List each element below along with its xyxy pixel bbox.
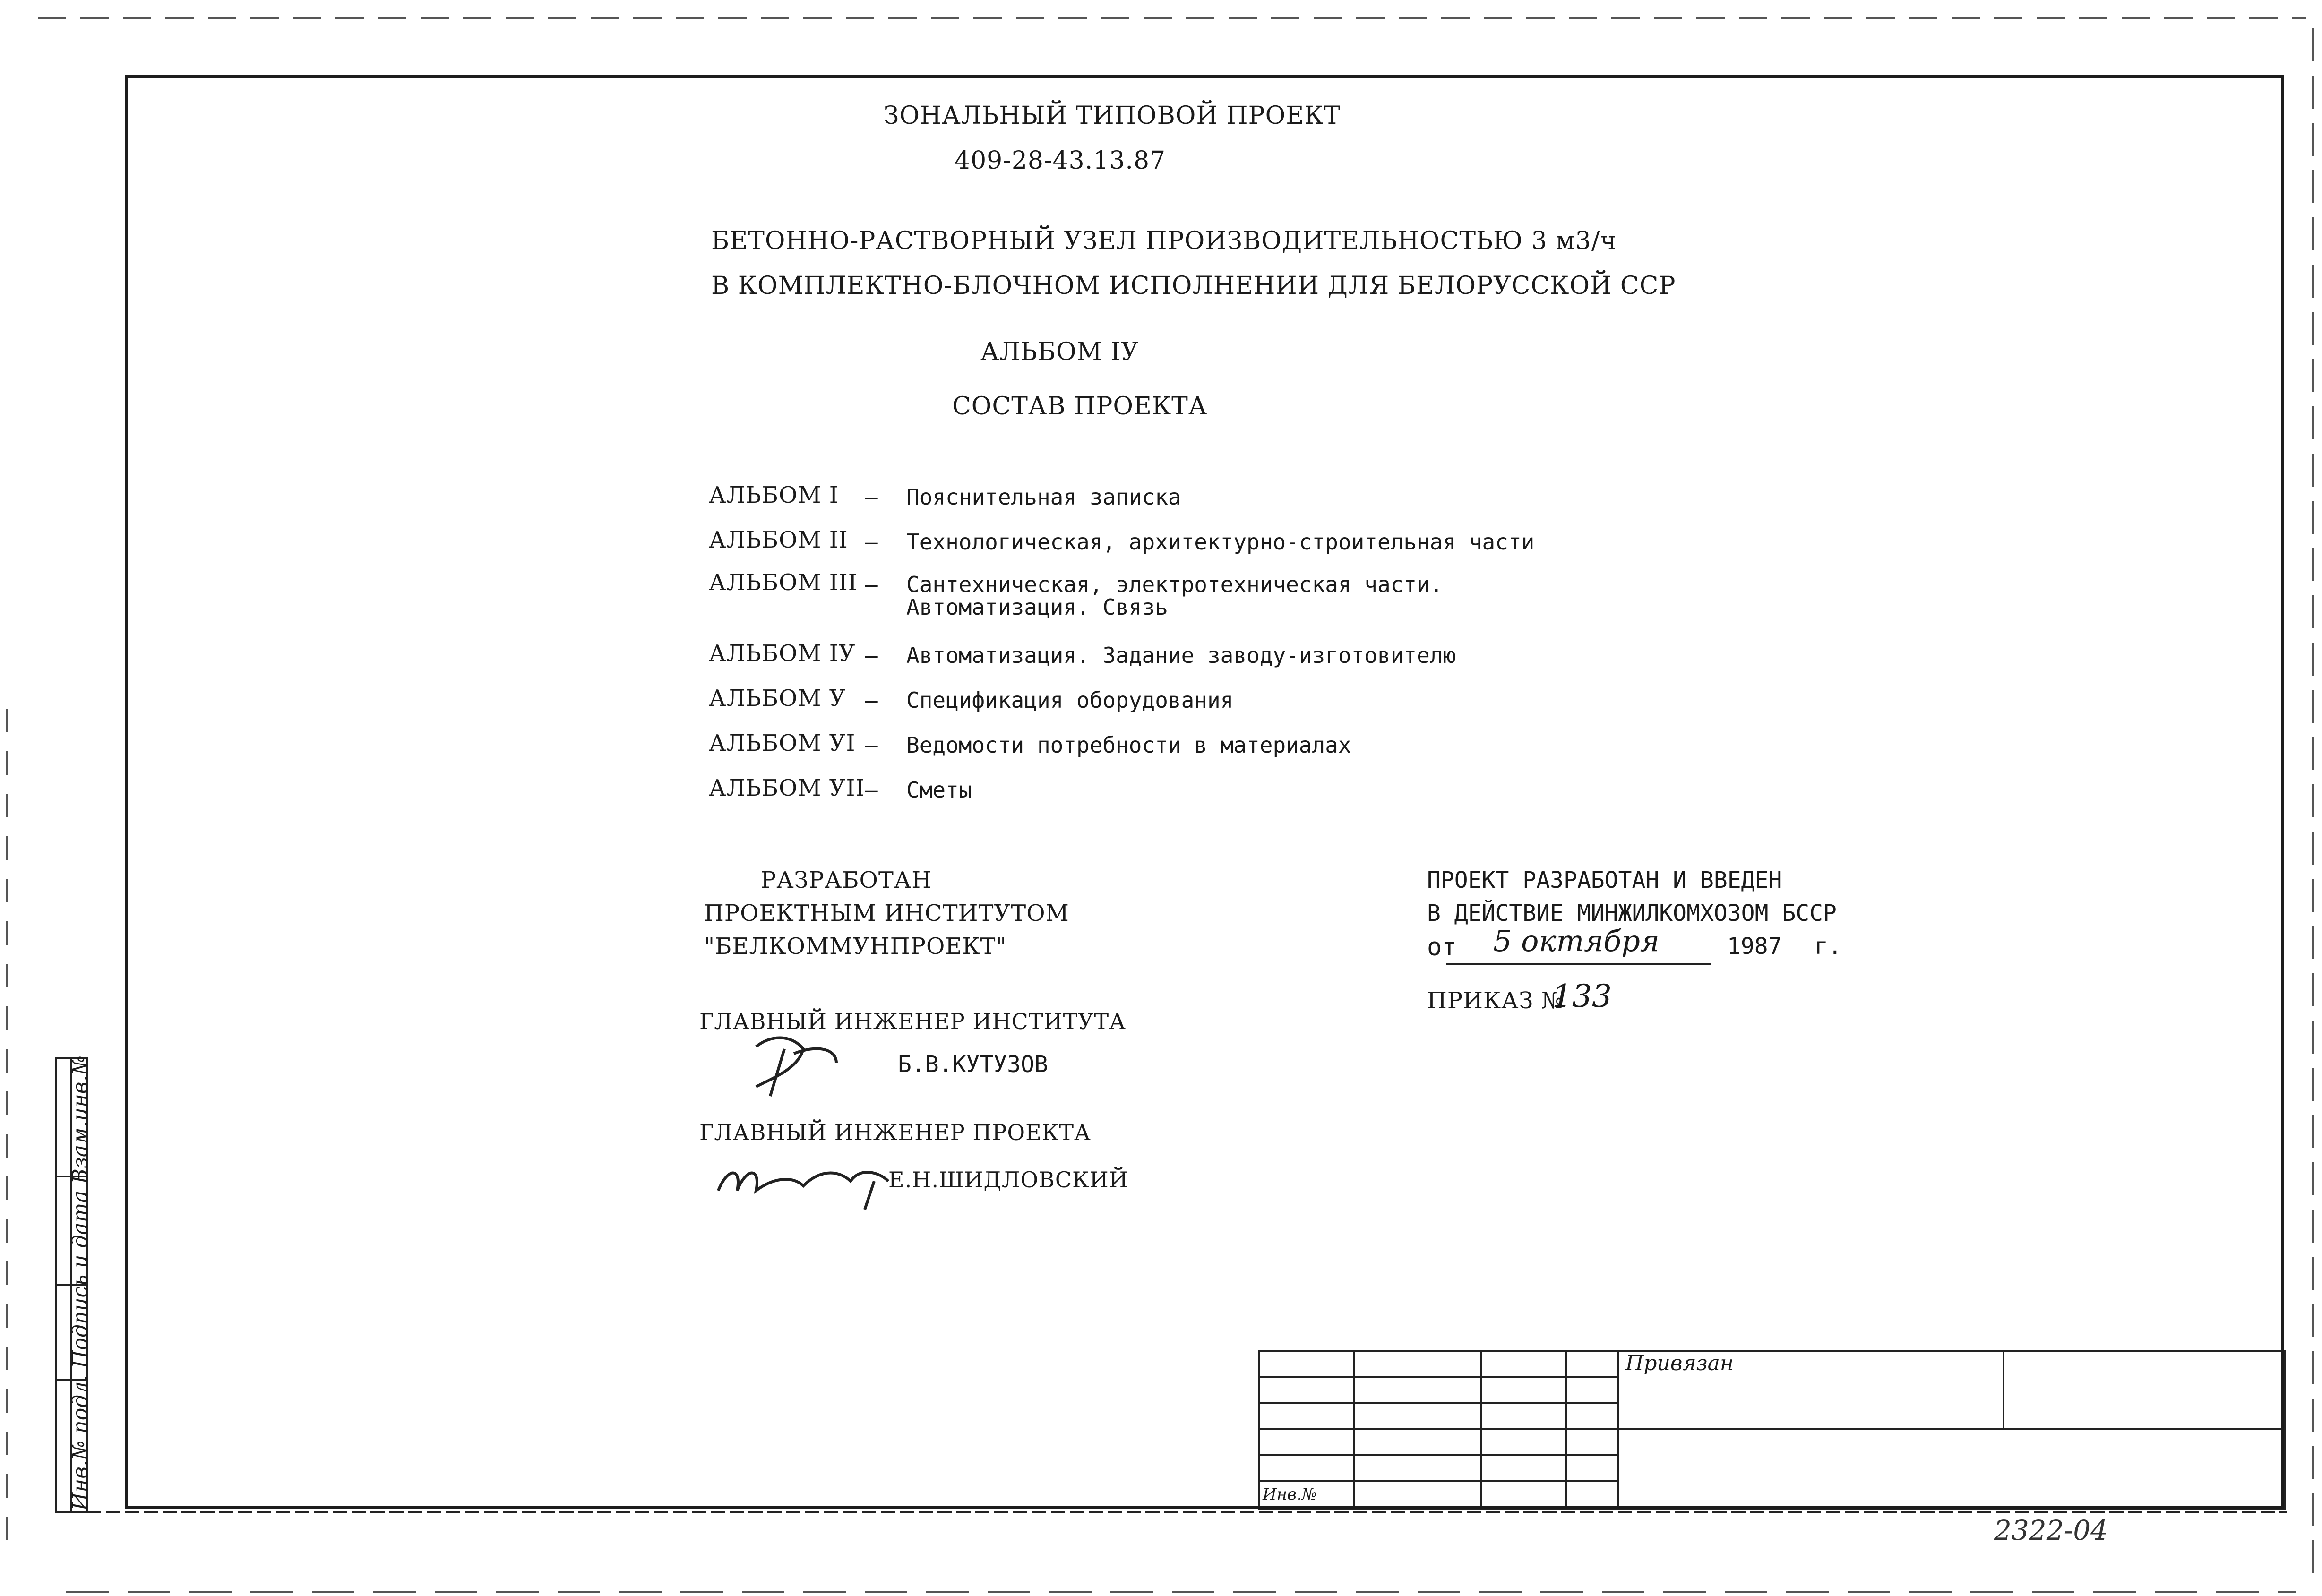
album-desc: Сантехническая, электротехническая части. [906,572,1443,597]
album-name: АЛЬБОМ II [709,527,848,553]
album-name: АЛЬБОМ У [709,685,846,712]
album-dash: – [865,484,878,510]
album-dash: – [865,777,878,803]
order-number: 133 [1552,978,1612,1014]
album-desc: Ведомости потребности в материалах [906,732,1351,758]
developer-line2: ПРОЕКТНЫМ ИНСТИТУТОМ [704,900,1069,927]
side-strip-text: Инв.№ подл. Подпись и дата Взам.инв.№ [68,1055,93,1511]
approval-year-suffix: г. [1815,933,1842,960]
developer-line3: "БЕЛКОММУНПРОЕКТ" [704,933,1007,960]
project-type: ЗОНАЛЬНЫЙ ТИПОВОЙ ПРОЕКТ [884,102,1341,130]
chief-engineer-project-name: Е.Н.ШИДЛОВСКИЙ [888,1167,1128,1193]
album-name: АЛЬБОМ III [709,569,858,596]
album-dash: – [865,529,878,555]
order-label: ПРИКАЗ № [1427,987,1564,1014]
approval-date-handwritten: 5 октября [1493,924,1660,958]
album-desc-continued: Автоматизация. Связь [906,594,1168,620]
approval-date-prefix: от [1427,933,1457,961]
album-desc: Пояснительная записка [906,484,1181,510]
album-desc: Технологическая, архитектурно-строительная части [906,529,1535,555]
stamp-inv-label: Инв.№ [1263,1485,1317,1504]
chief-engineer-institute-label: ГЛАВНЫЙ ИНЖЕНЕР ИНСТИТУТА [699,1009,1127,1034]
album-number: АЛЬБОМ IУ [980,338,1139,366]
album-name: АЛЬБОМ УI [709,730,856,756]
album-dash: – [865,687,878,713]
project-title-line1: БЕТОННО-РАСТВОРНЫЙ УЗЕЛ ПРОИЗВОДИТЕЛЬНОСТЬЮ 3 м3/ч [711,227,1617,255]
album-name: АЛЬБОМ I [709,482,839,508]
chief-engineer-project-label: ГЛАВНЫЙ ИНЖЕНЕР ПРОЕКТА [699,1120,1091,1145]
chief-engineer-institute-name: Б.В.КУТУЗОВ [898,1051,1048,1078]
approval-year: 1987 [1727,933,1782,960]
developer-line1: РАЗРАБОТАН [761,867,932,893]
project-number: 409-28-43.13.87 [955,146,1166,175]
album-name: АЛЬБОМ IУ [709,640,856,667]
document-code: 2322-04 [1994,1514,2108,1546]
approval-line2: В ДЕЙСТВИЕ МИНЖИЛКОМХОЗОМ БССР [1427,900,1837,927]
album-name: АЛЬБОМ УII [709,775,865,801]
project-title-line2: В КОМПЛЕКТНО-БЛОЧНОМ ИСПОЛНЕНИИ ДЛЯ БЕЛОРУССКОЙ ССР [711,272,1676,300]
stamp-privyazan: Привязан [1625,1351,1734,1375]
album-dash: – [865,732,878,758]
approval-line1: ПРОЕКТ РАЗРАБОТАН И ВВЕДЕН [1427,867,1782,893]
album-desc: Спецификация оборудования [906,687,1234,713]
album-desc: Автоматизация. Задание заводу-изготовителю [906,643,1456,668]
album-dash: – [865,643,878,668]
composition-heading: СОСТАВ ПРОЕКТА [952,392,1208,420]
album-desc: Сметы [906,777,972,803]
album-dash: – [865,572,878,597]
